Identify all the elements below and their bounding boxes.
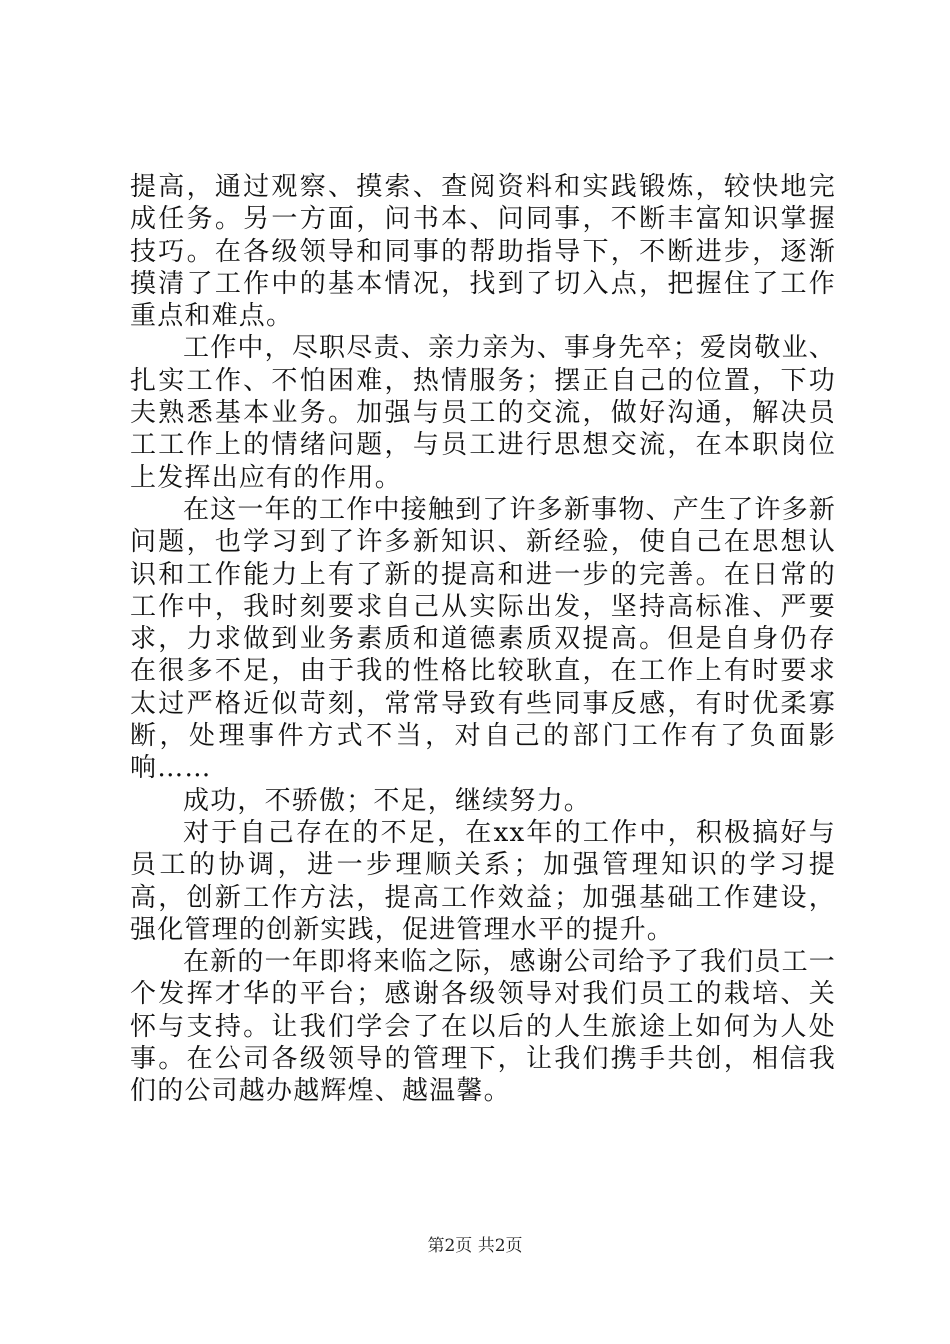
paragraph-3: 在这一年的工作中接触到了许多新事物、产生了许多新问题，也学习到了许多新知识、新经验，使自己在思想认识和工作能力上有了新的提高和进一步的完善。在日常的工作中，我时刻要求自己从实际出发，坚持高标准、严要求，力求做到业务素质和道德素质双提高。但是自身仍存在很多不足，由于我的性格比较耿直，在工作上有时要求太过严格近似苛刻，常常导致有些同事反感，有时优柔寡断，处理事件方式不当，对自己的部门工作有了负面影响……	[130, 494, 836, 784]
paragraph-5: 对于自己存在的不足，在xx年的工作中，积极搞好与员工的协调，进一步理顺关系；加强管理知识的学习提高，创新工作方法，提高工作效益；加强基础工作建设，强化管理的创新实践，促进管理水平的提升。	[130, 817, 836, 945]
document-body	[130, 171, 836, 1108]
paragraph-1: 提高，通过观察、摸索、查阅资料和实践锻炼，较快地完成任务。另一方面，问书本、问同事，不断丰富知识掌握技巧。在各级领导和同事的帮助指导下，不断进步，逐渐摸清了工作中的基本情况，找到了切入点，把握住了工作重点和难点。	[130, 172, 836, 332]
paragraph-6: 在新的一年即将来临之际，感谢公司给予了我们员工一个发挥才华的平台；感谢各级领导对我们员工的栽培、关怀与支持。让我们学会了在以后的人生旅途上如何为人处事。在公司各级领导的管理下，让我们携手共创，相信我们的公司越办越辉煌、越温馨。	[130, 947, 836, 1107]
paragraph-2: 工作中，尽职尽责、亲力亲为、事身先卒；爱岗敬业、扎实工作、不怕困难，热情服务；摆正自己的位置，下功夫熟悉基本业务。加强与员工的交流，做好沟通，解决员工工作上的情绪问题，与员工进行思想交流，在本职岗位上发挥出应有的作用。	[130, 333, 836, 493]
page-number-footer: 第2页 共2页	[427, 1236, 523, 1256]
paragraph-4: 成功，不骄傲；不足，继续努力。	[183, 785, 592, 816]
